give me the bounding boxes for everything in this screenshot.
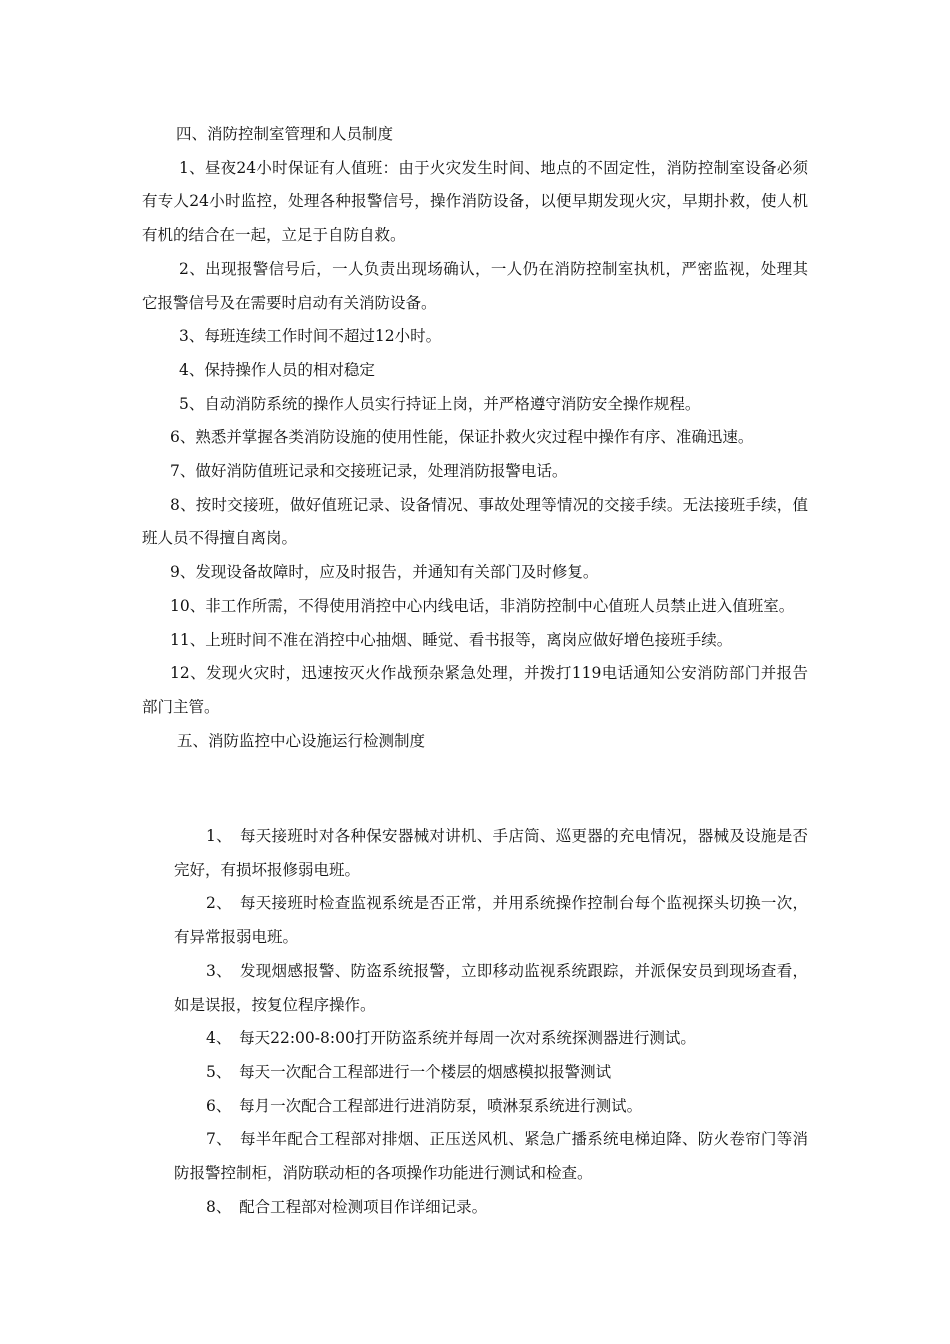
section-heading: 四、消防控制室管理和人员制度 [176,125,394,143]
rule-item: 12、发现火灾时，迅速按灭火作战预杂紧急处理，并拨打119电话通知公安消防部门并报告部门主管。 [142,664,808,716]
rule-item: 5、自动消防系统的操作人员实行持证上岗，并严格遵守消防安全操作规程。 [179,394,701,413]
rule-item: 10、非工作所需，不得使用消控中心内线电话，非消防控制中心值班人员禁止进入值班室。 [170,596,795,615]
section-monitoring-center-inspection [142,820,808,1224]
rule-item: 1、昼夜24小时保证有人值班：由于火灾发生时间、地点的不固定性，消防控制室设备必须有专人24小时监控，处理各种报警信号，操作消防设备，以便早期发现火灾，早期扑救，使人机有机的结合在一起，立足于自防自救。 [142,158,808,245]
rule-item: 9、发现设备故障时，应及时报告，并通知有关部门及时修复。 [170,563,599,582]
rule-item: 8、按时交接班，做好值班记录、设备情况、事故处理等情况的交接手续。无法接班手续，值班人员不得擅自离岗。 [142,495,808,548]
rule-item: 6、熟悉并掌握各类消防设施的使用性能，保证扑救火灾过程中操作有序、准确迅速。 [170,428,754,447]
section-heading: 五、消防监控中心设施运行检测制度 [177,731,426,750]
inspection-item: 7、 每半年配合工程部对排烟、正压送风机、紧急广播系统电梯迫降、防火卷帘门等消防报警控制柜，消防联动柜的各项操作功能进行测试和检查。 [174,1130,808,1183]
inspection-item: 3、 发现烟感报警、防盗系统报警，立即移动监视系统跟踪，并派保安员到现场查看，如是误报，按复位程序操作。 [174,961,808,1014]
rule-item: 7、做好消防值班记录和交接班记录，处理消防报警电话。 [170,462,568,481]
rule-item: 11、上班时间不准在消控中心抽烟、睡觉、看书报等，离岗应做好增色接班手续。 [170,630,733,649]
inspection-item: 1、 每天接班时对各种保安器械对讲机、手店筒、巡更器的充电情况，器械及设施是否完好，有损坏报修弱电班。 [174,827,808,879]
inspection-item: 8、 配合工程部对检测项目作详细记录。 [206,1197,488,1216]
section-fire-control-room-management [142,118,808,758]
rule-item: 4、保持操作人员的相对稳定 [179,360,375,379]
rule-item: 2、出现报警信号后，一人负责出现场确认，一人仍在消防控制室执机，严密监视，处理其它报警信号及在需要时启动有关消防设备。 [142,259,808,312]
inspection-item: 2、 每天接班时检查监视系统是否正常，并用系统操作控制台每个监视探头切换一次，有异常报弱电班。 [174,894,808,947]
inspection-item: 5、 每天一次配合工程部进行一个楼层的烟感模拟报警测试 [206,1062,612,1081]
inspection-item: 4、 每天22:00-8:00打开防盗系统并每周一次对系统探测器进行测试。 [206,1029,696,1048]
rule-item: 3、每班连续工作时间不超过12小时。 [179,327,442,346]
inspection-item: 6、 每月一次配合工程部进行进消防泵，喷淋泵系统进行测试。 [206,1096,643,1115]
